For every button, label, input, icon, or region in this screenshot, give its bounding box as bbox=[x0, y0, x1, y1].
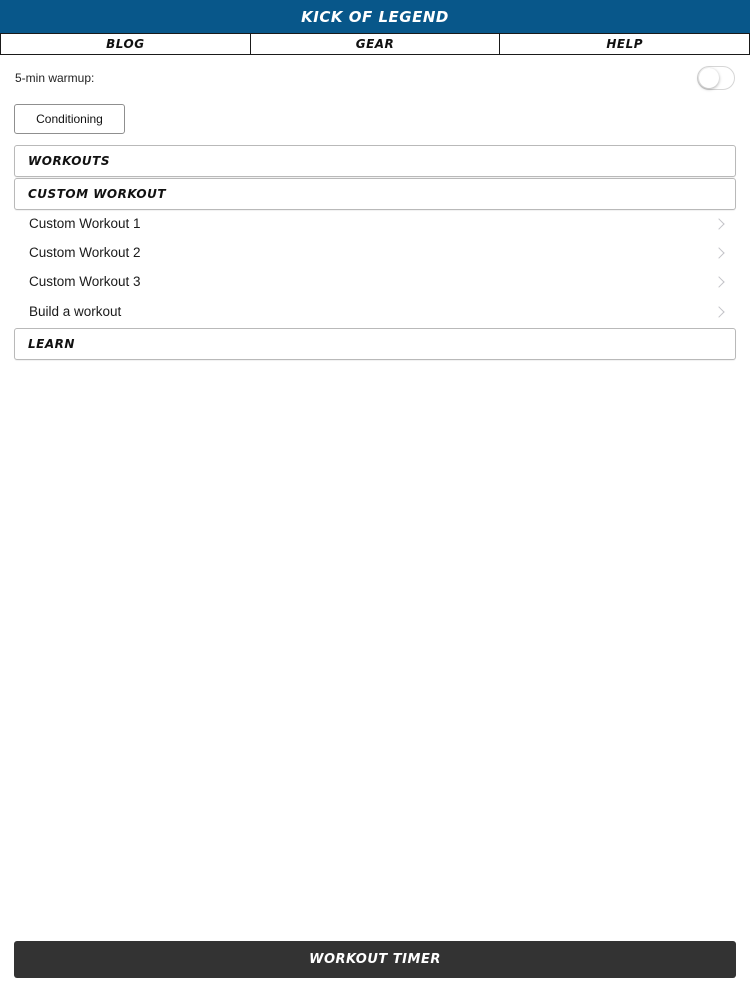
app-title-bar bbox=[0, 0, 750, 33]
section-workouts[interactable]: WORKOUTS bbox=[14, 145, 736, 177]
warmup-toggle-knob bbox=[699, 68, 719, 88]
chevron-right-icon bbox=[713, 306, 724, 317]
list-item-label: Custom Workout 1 bbox=[29, 216, 141, 231]
conditioning-button[interactable]: Conditioning bbox=[14, 104, 125, 134]
section-custom-workout[interactable]: CUSTOM WORKOUT bbox=[14, 178, 736, 210]
tab-blog[interactable]: BLOG bbox=[1, 34, 251, 54]
tab-help[interactable]: HELP bbox=[500, 34, 749, 54]
tab-gear[interactable]: GEAR bbox=[251, 34, 501, 54]
warmup-toggle[interactable] bbox=[697, 66, 735, 90]
custom-workout-2-item[interactable] bbox=[14, 238, 736, 267]
warmup-row bbox=[15, 64, 735, 92]
list-item-label: Build a workout bbox=[29, 304, 122, 319]
nav-tabs bbox=[0, 33, 750, 55]
custom-workout-1-item[interactable] bbox=[14, 209, 736, 238]
list-item-label: Custom Workout 2 bbox=[29, 245, 141, 260]
workout-timer-button[interactable]: WORKOUT TIMER bbox=[14, 941, 736, 978]
custom-workout-3-item[interactable] bbox=[14, 267, 736, 296]
chevron-right-icon bbox=[713, 276, 724, 287]
app-title: KICK OF LEGEND bbox=[301, 7, 449, 26]
section-learn[interactable]: LEARN bbox=[14, 328, 736, 360]
list-item-label: Custom Workout 3 bbox=[29, 274, 141, 289]
build-workout-item[interactable] bbox=[14, 297, 736, 326]
warmup-label: 5-min warmup: bbox=[15, 71, 95, 85]
chevron-right-icon bbox=[713, 247, 724, 258]
chevron-right-icon bbox=[713, 218, 724, 229]
